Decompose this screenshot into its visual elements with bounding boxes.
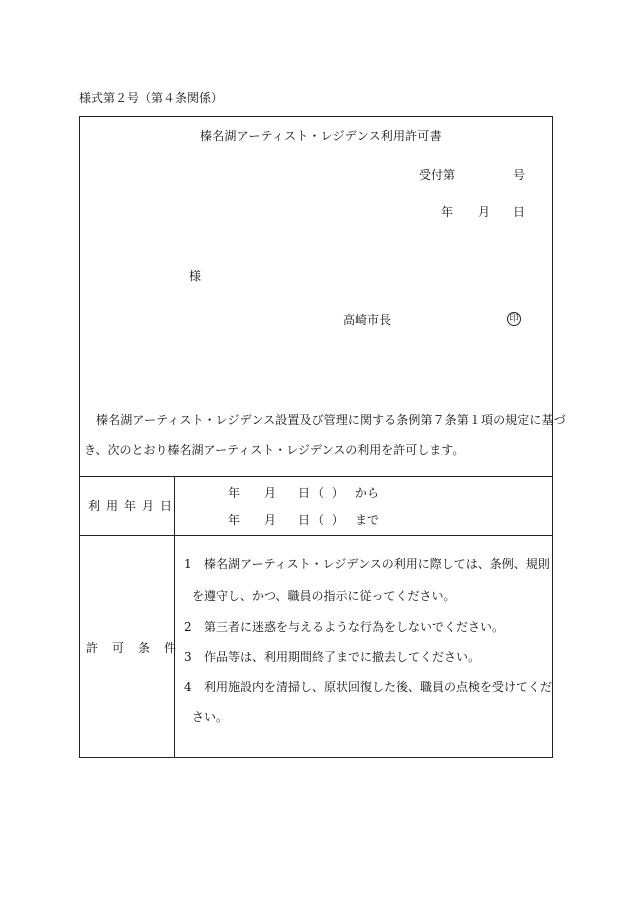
condition-3-line1: 作品等は、利用期間終了までに撤去してください。 bbox=[204, 650, 481, 664]
usage-period-label: 利用年月日 bbox=[88, 499, 179, 513]
divider-body-period bbox=[79, 476, 553, 477]
receipt-label: 受付第 bbox=[419, 168, 456, 182]
condition-4-line1: 利用施設内を清掃し、原状回復した後、職員の点検を受けてくだ bbox=[204, 680, 553, 694]
period-from-day: 日（ ） bbox=[298, 486, 346, 500]
period-from-month: 月 bbox=[264, 486, 277, 500]
form-number: 様式第２号（第４条関係） bbox=[79, 91, 224, 105]
period-from-year: 年 bbox=[228, 486, 241, 500]
divider-period-conditions bbox=[79, 535, 553, 536]
conditions-label: 許可条件 bbox=[86, 641, 191, 655]
body-text-line1: 榛名湖アーティスト・レジデンス設置及び管理に関する条例第７条第１項の規定に基づ bbox=[96, 413, 566, 427]
period-to-suffix: まで bbox=[355, 513, 380, 527]
date-year: 年 bbox=[441, 205, 454, 219]
condition-4-number: 4 bbox=[184, 680, 192, 694]
condition-1-number: 1 bbox=[184, 557, 192, 571]
body-text-line2: き、次のとおり榛名湖アーティスト・レジデンスの利用を許可します。 bbox=[84, 443, 465, 457]
condition-2-line1: 第三者に迷惑を与えるような行為をしないでください。 bbox=[204, 620, 505, 634]
date-day: 日 bbox=[513, 205, 526, 219]
seal-mark: 印 bbox=[507, 312, 521, 326]
condition-1-line2: を遵守し、かつ、職員の指示に従ってください。 bbox=[192, 589, 456, 603]
condition-1-line1: 榛名湖アーティスト・レジデンスの利用に際しては、条例、規則 bbox=[204, 557, 550, 571]
period-to-month: 月 bbox=[264, 513, 277, 527]
period-to-day: 日（ ） bbox=[298, 513, 346, 527]
period-to-year: 年 bbox=[228, 513, 241, 527]
period-from-suffix: から bbox=[355, 486, 380, 500]
condition-4-line2: さい。 bbox=[192, 710, 229, 724]
receipt-suffix: 号 bbox=[513, 168, 526, 182]
issuer-name: 高崎市長 bbox=[343, 313, 392, 327]
document-title: 榛名湖アーティスト・レジデンス利用許可書 bbox=[200, 129, 442, 143]
date-month: 月 bbox=[478, 205, 491, 219]
divider-label-column bbox=[174, 476, 175, 758]
addressee-suffix: 様 bbox=[189, 269, 202, 283]
condition-2-number: 2 bbox=[184, 620, 192, 634]
condition-3-number: 3 bbox=[184, 650, 192, 664]
